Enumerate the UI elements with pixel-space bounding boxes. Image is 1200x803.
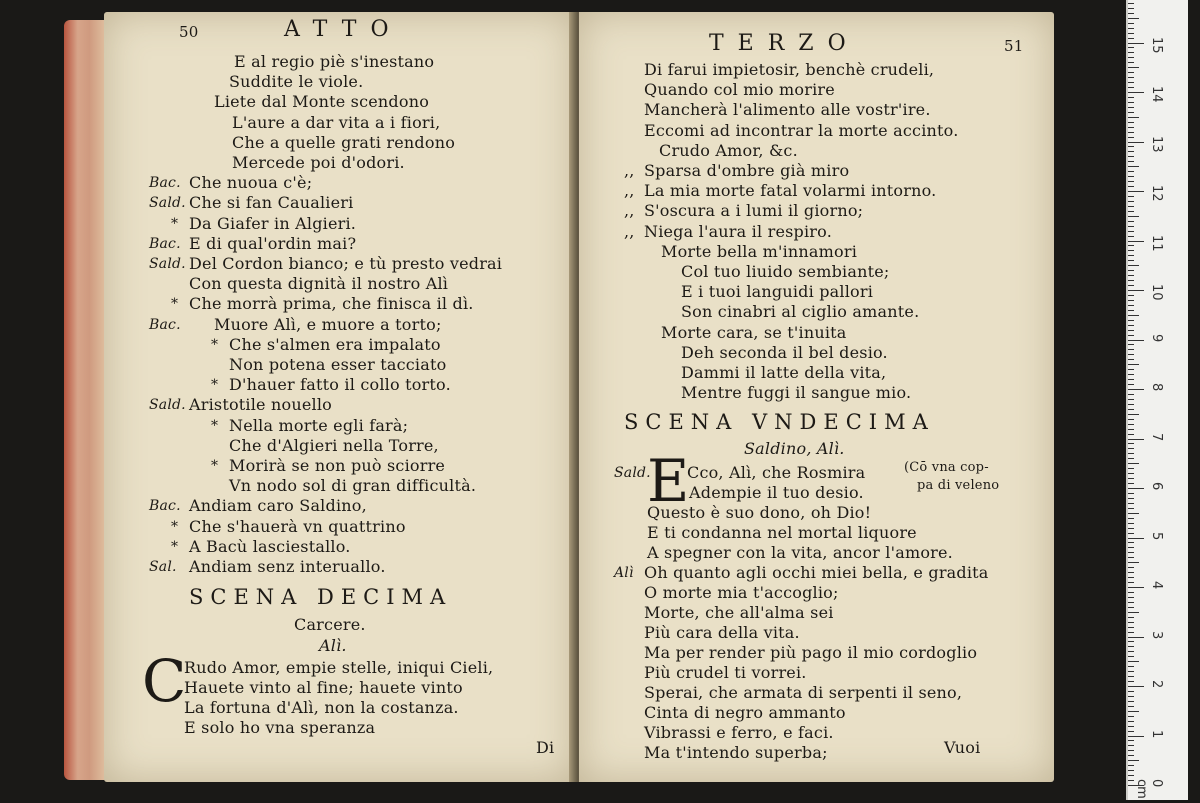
- ruler-tick: [1128, 681, 1134, 682]
- quote-marker: ,,: [624, 201, 635, 221]
- ruler-tick: [1128, 547, 1134, 548]
- catchword-left: Di: [536, 738, 555, 757]
- ruler-tick: [1128, 23, 1134, 24]
- ruler-label: 12: [1149, 185, 1164, 202]
- quote-marker: ,,: [624, 221, 635, 241]
- ruler-tick: [1128, 538, 1144, 539]
- ruler-tick: [1128, 458, 1134, 459]
- verse-line: Crudo Amor, &c.: [659, 140, 798, 160]
- speaker-label: Bac.: [149, 235, 181, 252]
- ruler-tick: [1128, 493, 1134, 494]
- ruler-tick: [1128, 478, 1134, 479]
- ruler-tick: [1128, 389, 1144, 390]
- ruler-tick: [1128, 325, 1134, 326]
- verse-line: Morte bella m'innamori: [661, 241, 858, 261]
- verse-line: Morte, che all'alma sei: [644, 603, 834, 622]
- verse-line: Morirà se non può sciorre: [229, 456, 446, 475]
- ruler-tick: [1128, 300, 1134, 301]
- ruler-tick: [1128, 250, 1134, 251]
- verse-line: Aristotile nouello: [189, 395, 332, 415]
- ruler-tick: [1128, 706, 1134, 707]
- ruler-tick: [1128, 508, 1134, 509]
- ruler-tick: [1128, 676, 1134, 677]
- ruler-tick: [1128, 641, 1134, 642]
- ruler-tick: [1128, 597, 1134, 598]
- ruler-tick: [1128, 394, 1134, 395]
- stage-note-1: (Cō vna cop-: [904, 460, 989, 475]
- ruler-tick: [1128, 533, 1134, 534]
- verse-line: Liete dal Monte scendono: [214, 92, 430, 112]
- ruler-tick: [1128, 607, 1134, 608]
- ruler-tick: [1128, 602, 1134, 603]
- ruler-tick: [1128, 28, 1134, 29]
- verse-line: E i tuoi languidi pallori: [681, 282, 874, 302]
- ruler-tick: [1128, 18, 1139, 19]
- ruler-tick: [1128, 637, 1144, 638]
- scene-title-right: SCENA VNDECIMA: [624, 410, 935, 434]
- ruler-tick: [1128, 57, 1134, 58]
- ruler-label: 2: [1149, 680, 1164, 689]
- verse-line: Quando col mio morire: [644, 80, 835, 100]
- ruler-label: 3: [1149, 630, 1164, 639]
- verse-line: Cinta di negro ammanto: [644, 703, 846, 722]
- ruler-tick: [1128, 557, 1134, 558]
- ruler-tick: [1128, 612, 1139, 613]
- scene-first-line: Cco, Alì, che Rosmira: [687, 463, 866, 482]
- ruler-tick: [1128, 399, 1134, 400]
- quote-marker: ,,: [624, 181, 635, 201]
- ruler-tick: [1128, 181, 1134, 182]
- marker-asterisk: *: [171, 296, 179, 313]
- verse-line: Muore Alì, e muore a torto;: [214, 314, 442, 334]
- ruler-tick: [1128, 33, 1134, 34]
- ruler-tick: [1128, 156, 1134, 157]
- ruler-tick: [1128, 82, 1134, 83]
- verse-line: Con questa dignità il nostro Alì: [189, 274, 449, 294]
- ruler-tick: [1128, 3, 1134, 4]
- ruler-tick: [1128, 503, 1134, 504]
- drop-cap-right: E: [647, 447, 690, 515]
- ruler-tick: [1128, 686, 1144, 687]
- ruler-tick: [1128, 721, 1134, 722]
- ruler-tick: [1128, 231, 1134, 232]
- ruler-tick: [1128, 552, 1134, 553]
- verse-line: Che s'almen era impalato: [229, 334, 441, 354]
- verse-line: Vibrassi e ferro, e faci.: [644, 723, 834, 742]
- ruler-label: 1: [1149, 729, 1164, 738]
- scene-title-left: SCENA DECIMA: [189, 585, 453, 609]
- speaker-label: Sald.: [149, 195, 186, 212]
- measuring-ruler: [1128, 0, 1188, 800]
- ruler-tick: [1128, 572, 1134, 573]
- ruler-tick: [1128, 736, 1144, 737]
- ruler-tick: [1128, 8, 1134, 9]
- ruler-tick: [1128, 419, 1134, 420]
- verse-line: S'oscura a i lumi il giorno;: [644, 201, 864, 221]
- speaker-ali: Alì: [614, 565, 634, 581]
- ruler-tick: [1128, 43, 1144, 44]
- ruler-tick: [1128, 483, 1134, 484]
- verse-line: Che si fan Caualieri: [189, 193, 354, 213]
- right-page: [579, 12, 1054, 782]
- verse-line: E solo ho vna speranza: [184, 718, 376, 737]
- ruler-tick: [1128, 112, 1134, 113]
- ruler-tick: [1128, 622, 1134, 623]
- verse-line: Mancherà l'alimento alle vostr'ire.: [644, 100, 931, 120]
- ruler-tick: [1128, 542, 1134, 543]
- ruler-tick: [1128, 646, 1134, 647]
- verse-line: E ti condanna nel mortal liquore: [647, 523, 917, 542]
- ruler-tick: [1128, 310, 1134, 311]
- ruler-tick: [1128, 206, 1134, 207]
- ruler-tick: [1128, 488, 1144, 489]
- ruler-tick: [1128, 13, 1134, 14]
- ruler-tick: [1128, 349, 1134, 350]
- verse-line: Suddite le viole.: [229, 72, 364, 92]
- ruler-tick: [1128, 582, 1134, 583]
- ruler-tick: [1128, 260, 1134, 261]
- ruler-label: 7: [1149, 432, 1164, 441]
- book-spread: [64, 12, 1054, 782]
- ruler-tick: [1128, 221, 1134, 222]
- ruler-tick: [1128, 518, 1134, 519]
- ruler-tick: [1128, 290, 1144, 291]
- ruler-tick: [1128, 731, 1134, 732]
- ruler-tick: [1128, 745, 1134, 746]
- speaker-label: Sald.: [149, 397, 186, 414]
- ruler-tick: [1128, 132, 1134, 133]
- ruler-tick: [1128, 424, 1134, 425]
- ruler-tick: [1128, 38, 1134, 39]
- ruler-tick: [1128, 117, 1139, 118]
- verse-line: Che s'hauerà vn quattrino: [189, 516, 406, 536]
- ruler-label: 14: [1149, 86, 1164, 103]
- marker-asterisk: *: [171, 215, 179, 232]
- verse-line: Andiam senz interuallo.: [189, 557, 386, 576]
- ruler-tick: [1128, 498, 1134, 499]
- ruler-tick: [1128, 740, 1134, 741]
- verse-line: Oh quanto agli occhi miei bella, e gradita: [644, 563, 989, 582]
- ruler-tick: [1128, 760, 1139, 761]
- ruler-label: 9: [1149, 333, 1164, 342]
- ruler-tick: [1128, 201, 1134, 202]
- ruler-tick: [1128, 265, 1139, 266]
- ruler-tick: [1128, 359, 1134, 360]
- verse-line: Più crudel ti vorrei.: [644, 663, 807, 682]
- verse-line: Che a quelle grati rendono: [232, 132, 456, 152]
- ruler-tick: [1128, 661, 1139, 662]
- page-number-left: 50: [179, 23, 199, 41]
- ruler-tick: [1128, 87, 1134, 88]
- ruler-tick: [1128, 285, 1134, 286]
- ruler-tick: [1128, 577, 1134, 578]
- ruler-tick: [1128, 691, 1134, 692]
- ruler-label: 4: [1149, 581, 1164, 590]
- ruler-tick: [1128, 226, 1134, 227]
- speaker-label: Sald.: [149, 256, 186, 272]
- ruler-label: 8: [1149, 383, 1164, 392]
- ruler-label: 13: [1149, 135, 1164, 153]
- verse-line: Adempie il tuo desio.: [689, 483, 864, 502]
- verse-line: Che morrà prima, che finisca il dì.: [189, 294, 474, 314]
- ruler-tick: [1128, 62, 1134, 63]
- ruler-tick: [1128, 191, 1144, 192]
- ruler-tick: [1128, 755, 1134, 756]
- verse-line: Ma t'intendo superba;: [644, 743, 828, 762]
- ruler-tick: [1128, 241, 1144, 242]
- ruler-tick: [1128, 726, 1134, 727]
- ruler-label: 15: [1149, 36, 1164, 54]
- ruler-tick: [1128, 72, 1134, 73]
- ruler-tick: [1128, 142, 1144, 143]
- ruler-tick: [1128, 468, 1134, 469]
- ruler-tick: [1128, 434, 1134, 435]
- ruler-tick: [1128, 122, 1134, 123]
- ruler-tick: [1128, 775, 1134, 776]
- stage-note-2: pa di veleno: [917, 478, 1000, 493]
- verse-line: Che nuoua c'è;: [189, 173, 313, 193]
- verse-line: Ma per render più pago il mio cordoglio: [644, 643, 978, 662]
- ruler-tick: [1128, 770, 1134, 771]
- ruler-tick: [1128, 245, 1134, 246]
- ruler-tick: [1128, 587, 1144, 588]
- speaker-sald: Sald.: [614, 465, 651, 481]
- ruler-tick: [1128, 340, 1144, 341]
- marker-asterisk: *: [211, 458, 219, 474]
- ruler-tick: [1128, 562, 1139, 563]
- verse-line: Rudo Amor, empie stelle, iniqui Cieli,: [184, 658, 494, 677]
- scene-setting: Carcere.: [294, 615, 366, 634]
- speaker-label: Bac.: [149, 316, 181, 333]
- ruler-label: 6: [1149, 482, 1164, 491]
- scene-character: Alì.: [319, 636, 347, 655]
- verse-line: Più cara della vita.: [644, 623, 800, 642]
- verse-line: Del Cordon bianco; e tù presto vedrai: [189, 254, 503, 273]
- ruler-tick: [1128, 463, 1139, 464]
- ruler-tick: [1128, 379, 1134, 380]
- marker-asterisk: *: [211, 336, 219, 353]
- speaker-label: Sal.: [149, 559, 177, 575]
- ruler-tick: [1128, 716, 1134, 717]
- ruler-tick: [1128, 627, 1134, 628]
- ruler-tick: [1128, 473, 1134, 474]
- ruler-tick: [1128, 186, 1134, 187]
- page-number-right: 51: [1004, 37, 1024, 55]
- ruler-tick: [1128, 374, 1134, 375]
- verse-line: Sperai, che armata di serpenti il seno,: [644, 683, 963, 702]
- ruler-tick: [1128, 255, 1134, 256]
- marker-asterisk: *: [211, 417, 219, 434]
- verse-line: Son cinabri al ciglio amante.: [681, 302, 920, 322]
- marker-asterisk: *: [171, 518, 179, 535]
- scene-characters: Saldino, Alì.: [744, 439, 845, 458]
- verse-line: Niega l'aura il respiro.: [644, 221, 832, 241]
- ruler-tick: [1128, 523, 1134, 524]
- ruler-tick: [1128, 176, 1134, 177]
- marker-asterisk: *: [211, 377, 219, 394]
- ruler-tick: [1128, 453, 1134, 454]
- ruler-tick: [1128, 765, 1134, 766]
- ruler-tick: [1128, 369, 1134, 370]
- verse-line: Deh seconda il bel desio.: [681, 342, 888, 362]
- verse-line: Vn nodo sol di gran difficultà.: [229, 476, 477, 496]
- ruler-tick: [1128, 171, 1134, 172]
- ruler-tick: [1128, 151, 1134, 152]
- ruler-tick: [1128, 439, 1144, 440]
- ruler-tick: [1128, 270, 1134, 271]
- ruler-tick: [1128, 67, 1139, 68]
- verse-line: Questo è suo dono, oh Dio!: [647, 503, 872, 522]
- ruler-tick: [1128, 137, 1134, 138]
- verse-line: Hauete vinto al fine; hauete vinto: [184, 678, 463, 697]
- ruler-label: 10: [1149, 284, 1164, 301]
- ruler-tick: [1128, 280, 1134, 281]
- ruler-tick: [1128, 52, 1134, 53]
- left-page: [104, 12, 574, 782]
- drop-cap-left: C: [142, 647, 187, 715]
- ruler-tick: [1128, 651, 1134, 652]
- ruler-tick: [1128, 592, 1134, 593]
- ruler-tick: [1128, 567, 1134, 568]
- ruler-tick: [1128, 344, 1134, 345]
- ruler-tick: [1128, 414, 1139, 415]
- ruler-tick: [1128, 448, 1134, 449]
- verse-line: Che d'Algieri nella Torre,: [229, 435, 439, 455]
- ruler-tick: [1128, 750, 1134, 751]
- ruler-label: 11: [1149, 234, 1164, 252]
- ruler-tick: [1128, 330, 1134, 331]
- ruler-tick: [1128, 701, 1134, 702]
- ruler-tick: [1128, 404, 1134, 405]
- verse-line: Non potena esser tacciato: [229, 355, 447, 374]
- ruler-tick: [1128, 102, 1134, 103]
- running-header-right: TERZO: [709, 31, 860, 56]
- speaker-label: Bac.: [149, 498, 181, 515]
- ruler-tick: [1128, 236, 1134, 237]
- verse-line: La mia morte fatal volarmi intorno.: [644, 181, 937, 201]
- ruler-tick: [1128, 295, 1134, 296]
- ruler-tick: [1128, 275, 1134, 276]
- ruler-tick: [1128, 409, 1134, 410]
- verse-line: Da Giafer in Algieri.: [189, 213, 357, 233]
- verse-line: Mercede poi d'odori.: [232, 153, 405, 172]
- ruler-tick: [1128, 354, 1134, 355]
- verse-line: Morte cara, se t'inuita: [661, 322, 847, 342]
- verse-line: E al regio piè s'inestano: [234, 52, 435, 71]
- verse-line: A Bacù lasciestallo.: [189, 536, 351, 556]
- verse-line: Sparsa d'ombre già miro: [644, 161, 850, 180]
- ruler-tick: [1128, 364, 1139, 365]
- verse-line: Dammi il latte della vita,: [681, 363, 887, 382]
- ruler-tick: [1128, 166, 1139, 167]
- verse-line: E di qual'ordin mai?: [189, 233, 357, 253]
- catchword-right: Vuoi: [944, 738, 981, 757]
- verse-line: Eccomi ad incontrar la morte accinto.: [644, 120, 959, 140]
- ruler-tick: [1128, 211, 1134, 212]
- ruler-tick: [1128, 443, 1134, 444]
- quote-marker: ,,: [624, 161, 635, 180]
- ruler-label: 5: [1149, 531, 1164, 540]
- verse-line: Mentre fuggi il sangue mio.: [681, 383, 912, 403]
- ruler-tick: [1128, 161, 1134, 162]
- ruler-tick: [1128, 671, 1134, 672]
- verse-line: O morte mia t'accoglio;: [644, 583, 839, 602]
- verse-line: La fortuna d'Alì, non la costanza.: [184, 698, 459, 717]
- ruler-tick: [1128, 666, 1134, 667]
- ruler-tick: [1128, 47, 1134, 48]
- ruler-tick: [1128, 146, 1134, 147]
- ruler-tick: [1128, 429, 1134, 430]
- running-header-left: ATTO: [284, 17, 403, 42]
- ruler-tick: [1128, 315, 1139, 316]
- ruler-tick: [1128, 97, 1134, 98]
- ruler-tick: [1128, 696, 1134, 697]
- ruler-tick: [1128, 656, 1134, 657]
- verse-line: D'hauer fatto il collo torto.: [229, 375, 451, 395]
- ruler-tick: [1128, 305, 1134, 306]
- ruler-tick: [1128, 617, 1134, 618]
- ruler-tick: [1128, 320, 1134, 321]
- ruler-tick: [1128, 513, 1139, 514]
- verse-line: A spegner con la vita, ancor l'amore.: [647, 543, 953, 562]
- ruler-tick: [1128, 711, 1139, 712]
- ruler-tick: [1128, 127, 1134, 128]
- ruler-tick: [1128, 384, 1134, 385]
- ruler-tick: [1128, 92, 1144, 93]
- verse-line: Nella morte egli farà;: [229, 415, 409, 435]
- verse-line: Di farui impietosir, benchè crudeli,: [644, 60, 935, 79]
- speaker-label: Bac.: [149, 175, 181, 192]
- ruler-tick: [1128, 77, 1134, 78]
- verse-line: Andiam caro Saldino,: [189, 496, 367, 516]
- ruler-tick: [1128, 107, 1134, 108]
- ruler-tick: [1128, 632, 1134, 633]
- ruler-tick: [1128, 196, 1134, 197]
- ruler-tick: [1128, 216, 1139, 217]
- ruler-tick: [1128, 528, 1134, 529]
- ruler-label: 0 cm: [1134, 779, 1164, 799]
- verse-line: Col tuo liuido sembiante;: [681, 262, 890, 281]
- marker-asterisk: *: [171, 538, 179, 555]
- verse-line: L'aure a dar vita a i fiori,: [232, 112, 441, 132]
- ruler-tick: [1128, 335, 1134, 336]
